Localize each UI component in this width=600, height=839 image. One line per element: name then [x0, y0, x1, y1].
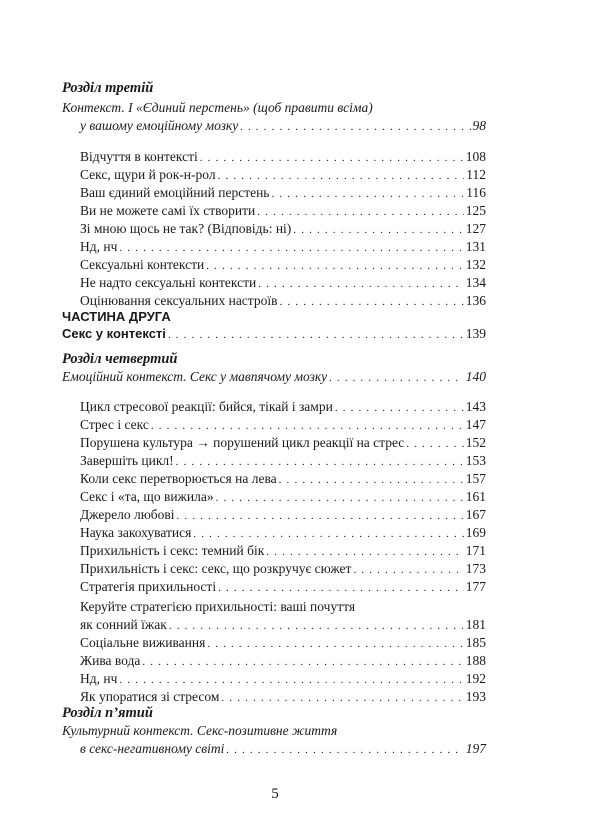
leader-dots [119, 239, 463, 257]
page-ref: 157 [465, 471, 486, 486]
chapter-3-title-line2: у вашому емоційному мозку [80, 118, 239, 133]
chapter-4-heading: Розділ четвертий [62, 351, 178, 367]
leader-dots [218, 579, 464, 597]
chapter-5-title-line2: в секс-негативному світі [80, 741, 225, 756]
entry-label: Стратегія прихильності [80, 579, 217, 594]
toc-entry[interactable] [80, 220, 486, 239]
leader-dots [271, 185, 464, 203]
leader-dots [258, 275, 464, 293]
toc-entry[interactable] [80, 652, 486, 671]
leader-dots [177, 507, 464, 525]
toc-entry[interactable] [80, 238, 486, 257]
page-ref: 125 [465, 203, 486, 218]
entry-label: Жива вода [80, 653, 141, 668]
entry-label: Прихильність і секс: секс, що розкручує сюжет [80, 561, 352, 576]
page-ref: 161 [465, 489, 486, 504]
entry-label: Ви не можете самі їх створити [80, 203, 256, 218]
page-ref: 131 [465, 239, 486, 254]
page-ref: 127 [465, 221, 486, 236]
page-ref: 112 [466, 167, 486, 182]
leader-dots [406, 435, 463, 453]
entry-label: Секс і «та, що вижила» [80, 489, 214, 504]
leader-dots [335, 399, 464, 417]
chapter-5-title-entry[interactable] [80, 740, 486, 759]
toc-entry[interactable] [80, 434, 486, 453]
page-ref: 181 [465, 617, 486, 632]
entry-label: Коли секс перетворюється на лева [80, 471, 277, 486]
page-ref: 143 [465, 399, 486, 414]
leader-dots [119, 671, 463, 689]
leader-dots [257, 203, 463, 221]
toc-entry[interactable] [80, 184, 486, 203]
entry-label: Прихильність і секс: темний бік [80, 543, 265, 558]
entry-label: Зі мною щось не так? (Відповідь: ні) [80, 221, 292, 236]
toc-entry[interactable] [80, 452, 486, 471]
toc-entry[interactable] [80, 256, 486, 275]
entry-label: Наука закохуватися [80, 525, 192, 540]
entry-label: Цикл стресової реакції: бийся, тікай і замри [80, 399, 333, 414]
leader-dots [221, 689, 463, 707]
page-ref: 197 [465, 741, 486, 756]
page-ref: 167 [465, 507, 486, 522]
page-ref: 116 [466, 185, 486, 200]
toc-entry[interactable] [80, 488, 486, 507]
leader-dots [226, 741, 463, 759]
part-2-entry[interactable] [62, 325, 486, 344]
toc-entry[interactable] [80, 416, 486, 435]
toc-entry[interactable] [80, 542, 486, 561]
toc-entry[interactable] [80, 166, 486, 185]
page-ref: 134 [465, 275, 486, 290]
leader-dots [168, 326, 464, 344]
page-ref: 171 [465, 543, 486, 558]
leader-dots [176, 453, 464, 471]
part-2-title: Секс у контексті [62, 326, 166, 341]
entry-label: Як упоратися зі стресом [80, 689, 220, 704]
toc-entry[interactable] [80, 398, 486, 417]
entry-label: Стрес і секс [80, 417, 149, 432]
leader-dots [216, 489, 464, 507]
page-ref: 98 [472, 118, 486, 133]
page-ref: 185 [465, 635, 486, 650]
toc-entry[interactable] [80, 634, 486, 653]
toc-entry[interactable] [80, 670, 486, 689]
page-ref: 108 [465, 149, 486, 164]
page-ref: 136 [465, 293, 486, 308]
chapter-5-title-line1: Культурний контекст. Секс-позитивне життя [62, 723, 338, 738]
page-ref: 152 [465, 435, 486, 450]
entry-label: Сексуальні контексти [80, 257, 205, 272]
leader-dots [200, 149, 464, 167]
leader-dots [151, 417, 464, 435]
chapter-3-heading: Розділ третій [62, 80, 154, 96]
leader-dots [293, 221, 463, 239]
toc-entry[interactable] [80, 560, 486, 579]
chapter-3-title-entry[interactable] [80, 117, 486, 136]
part-2-heading: ЧАСТИНА ДРУГА [62, 309, 171, 324]
page-ref: 177 [465, 579, 486, 594]
leader-dots [142, 653, 463, 671]
page-ref: 153 [465, 453, 486, 468]
page-ref: 139 [465, 326, 486, 341]
leader-dots [193, 525, 463, 543]
toc-entry[interactable] [80, 148, 486, 167]
toc-entry[interactable] [80, 578, 486, 597]
toc-entry[interactable] [80, 274, 486, 293]
entry-label: Джерело любові [80, 507, 175, 522]
page-ref: 188 [465, 653, 486, 668]
toc-entry[interactable] [80, 524, 486, 543]
page-ref: 140 [465, 369, 486, 384]
toc-entry[interactable] [80, 506, 486, 525]
leader-dots [169, 617, 464, 635]
toc-entry[interactable] [80, 616, 486, 635]
leader-dots [329, 369, 464, 387]
chapter-5-heading: Розділ п’ятий [62, 705, 153, 721]
leader-dots [206, 257, 464, 275]
chapter-4-title: Емоційний контекст. Секс у мавпячому мозку [62, 369, 328, 384]
chapter-3-title-line1: Контекст. І «Єдиний перстень» (щоб правити всіма) [62, 100, 373, 115]
entry-label: Нд, нч [80, 239, 118, 254]
page-ref: 169 [465, 525, 486, 540]
page-ref: 173 [465, 561, 486, 576]
toc-entry[interactable] [80, 202, 486, 221]
leader-dots [280, 293, 464, 311]
entry-label: як сонний їжак [80, 617, 167, 632]
entry-label: Відчуття в контексті [80, 149, 198, 164]
page-ref: 132 [465, 257, 486, 272]
leader-dots [207, 635, 463, 653]
entry-label: Порушена культура → порушений цикл реакції на стрес [80, 435, 405, 450]
chapter-4-title-entry[interactable] [62, 368, 486, 387]
page-number: 5 [271, 786, 279, 802]
entry-label: Нд, нч [80, 671, 118, 686]
multiline-entry-line1[interactable]: Керуйте стратегією прихильності: ваші почуття [80, 599, 356, 614]
leader-dots [353, 561, 463, 579]
entry-label: Секс, щури й рок-н-рол [80, 167, 216, 182]
page-ref: 192 [465, 671, 486, 686]
entry-label: Соціальне виживання [80, 635, 206, 650]
leader-dots [279, 471, 464, 489]
page-ref: 147 [465, 417, 486, 432]
leader-dots [240, 118, 470, 136]
leader-dots [266, 543, 463, 561]
entry-label: Ваш єдиний емоційний перстень [80, 185, 270, 200]
entry-label: Оцінювання сексуальних настроїв [80, 293, 278, 308]
entry-label: Завершіть цикл! [80, 453, 174, 468]
leader-dots [218, 167, 465, 185]
entry-label: Не надто сексуальні контексти [80, 275, 257, 290]
page-ref: 193 [465, 689, 486, 704]
toc-entry[interactable] [80, 470, 486, 489]
